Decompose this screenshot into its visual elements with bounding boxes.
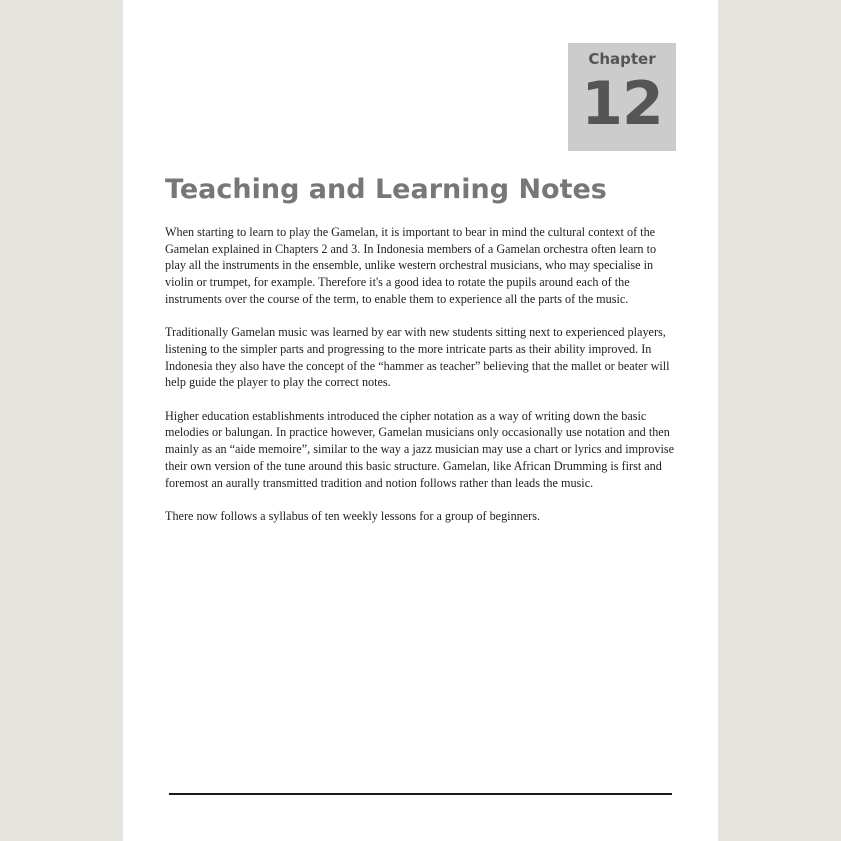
paragraph: Traditionally Gamelan music was learned by ear with new students sitting next to experienced players, listening to the simpler parts and progressing to the more intricate parts as their ability improved. In Indonesia they also have the concept of the “hammer as teacher” believing that the mallet or beater will help guide the player to play the correct notes. [165, 325, 670, 390]
page-title: Teaching and Learning Notes [165, 174, 607, 205]
document-page [123, 0, 718, 841]
chapter-badge [568, 43, 676, 151]
body-text [165, 224, 675, 541]
chapter-label: Chapter [588, 50, 656, 68]
paragraph: There now follows a syllabus of ten weekly lessons for a group of beginners. [165, 508, 541, 523]
footer-rule [169, 793, 672, 795]
paragraph: Higher education establishments introduced the cipher notation as a way of writing down the basic melodies or balungan. In practice however, Gamelan musicians only occasionally use notation and then mainly as an “aide memoire”, similar to the way a jazz musician may use a chart or lyrics and improvise their own version of the tune around this basic structure. Gamelan, like African Drumming is first and foremost an aurally transmitted tradition and notion follows rather than leads the music. [165, 408, 674, 490]
chapter-number: 12 [581, 69, 663, 139]
paragraph: When starting to learn to play the Gamelan, it is important to bear in mind the cultural context of the Gamelan explained in Chapters 2 and 3. In Indonesia members of a Gamelan orchestra often learn to play all the instruments in the ensemble, unlike western orchestral musicians, who may specialise in violin or trumpet, for example. Therefore it's a good idea to rotate the pupils around each of the instruments over the course of the term, to enable them to experience all the parts of the music. [165, 225, 657, 306]
